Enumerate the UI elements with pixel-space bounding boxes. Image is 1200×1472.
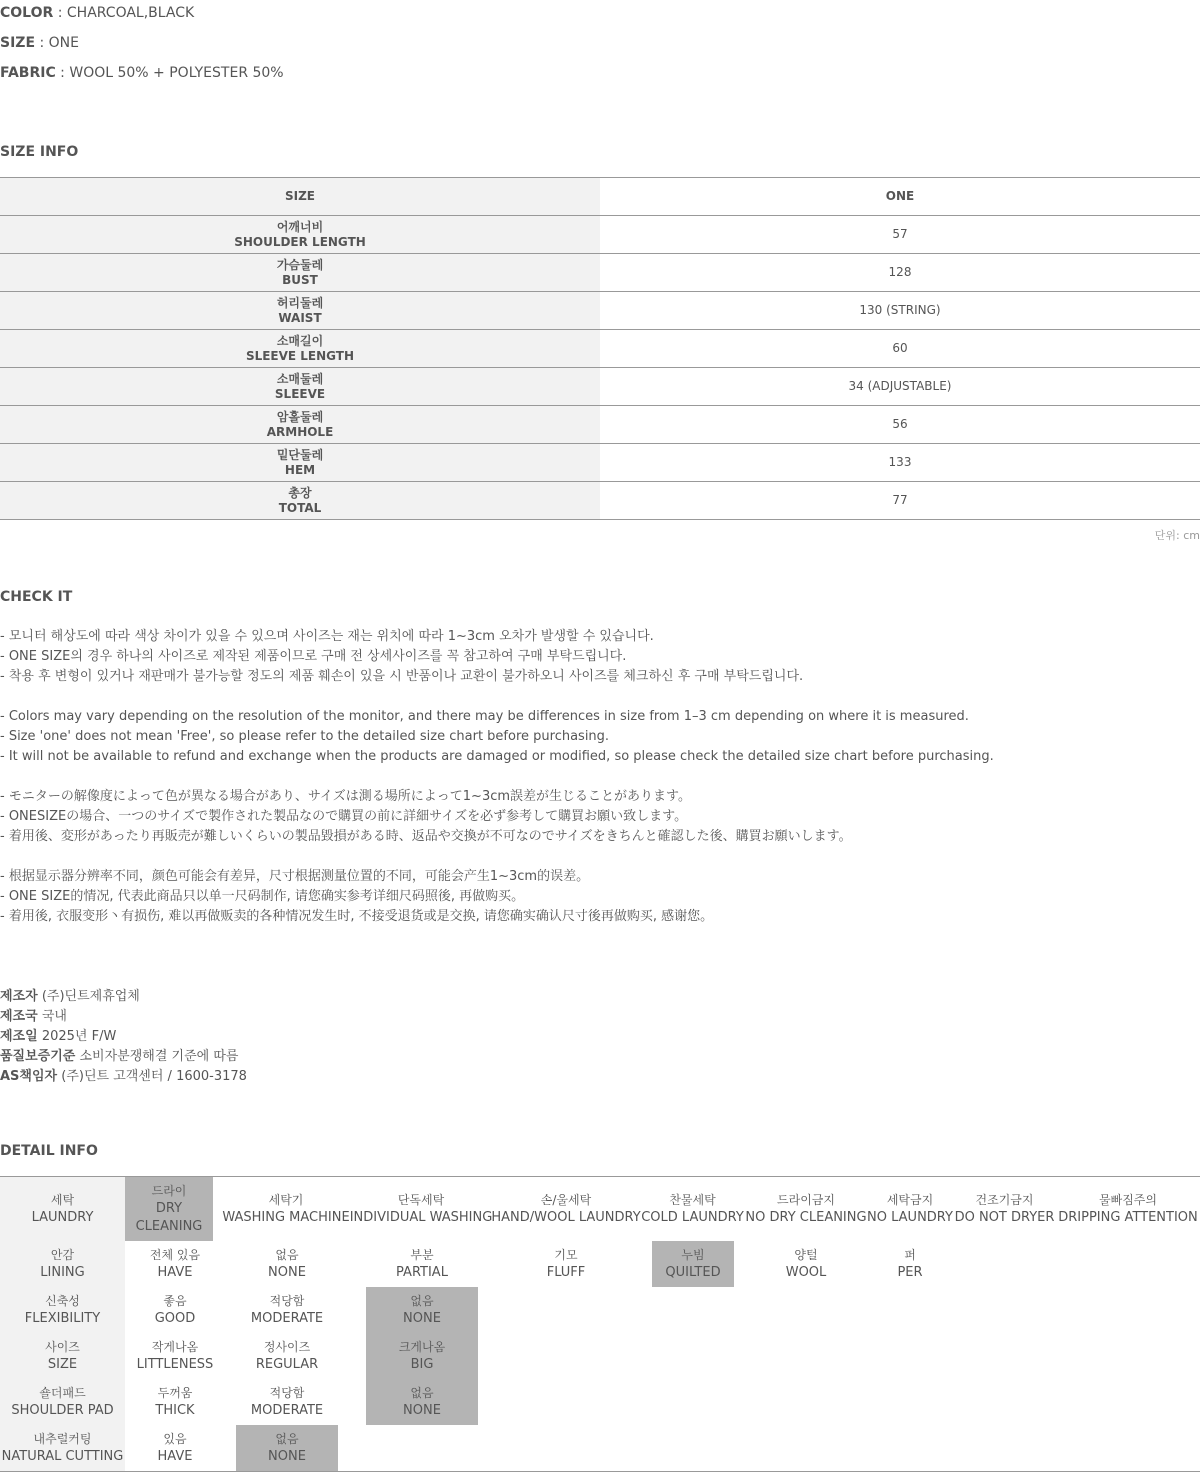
size-row-label: 어깨너비 SHOULDER LENGTH xyxy=(0,216,600,254)
table-row xyxy=(0,444,1200,482)
table-row xyxy=(0,368,1200,406)
detail-option: 없음 NONE xyxy=(236,1425,338,1471)
detail-option: 단독세탁 INDIVIDUAL WASHING xyxy=(349,1193,493,1225)
detail-option: 적당함 MODERATE xyxy=(250,1294,324,1326)
color-label: COLOR xyxy=(0,5,54,21)
detail-option: 전체 있음 HAVE xyxy=(149,1248,201,1280)
note-line: - 모니터 해상도에 따라 색상 차이가 있을 수 있으며 사이즈는 재는 위치에 따라 1~3cm 오차가 발생할 수 있습니다. xyxy=(0,629,654,644)
detail-option: 물빠짐주의 DRIPPING ATTENTION xyxy=(1058,1193,1198,1225)
detail-option: 드라이 DRY CLEANING xyxy=(125,1177,213,1241)
detail-option: 작게나옴 LITTLENESS xyxy=(136,1340,214,1372)
note-line: - 着用後, 衣服变形丶有损伤, 难以再做贩卖的各种情况发生时, 不接受退货或是交换, 请您确实确认尺寸後再做购买, 感谢您。 xyxy=(0,909,714,924)
size-row-value: 57 xyxy=(600,216,1200,254)
detail-option: 드라이금지 NO DRY CLEANING xyxy=(745,1193,867,1225)
manufacturer-row: 제조국 국내 xyxy=(0,1009,67,1024)
detail-row-label: 세탁 LAUNDRY xyxy=(31,1193,94,1225)
color-value: : CHARCOAL,BLACK xyxy=(53,5,195,21)
note-line: - ONE SIZE的情况, 代表此商品只以单一尺码制作, 请您确实参考详细尺码照後, 再做购买。 xyxy=(0,889,525,904)
note-line: - Size 'one' does not mean 'Free', so please refer to the detailed size chart before purchasing. xyxy=(0,729,610,744)
detail-option: 양털 WOOL xyxy=(785,1248,827,1280)
detail-option: 퍼 PER xyxy=(897,1248,923,1280)
note-line: - 착용 후 변형이 있거나 재판매가 불가능할 정도의 제품 훼손이 있을 시 반품이나 교환이 불가하오니 사이즈를 체크하신 후 구매 부탁드립니다. xyxy=(0,669,804,684)
detail-option: 세탁금지 NO LAUNDRY xyxy=(867,1193,953,1225)
table-row xyxy=(0,482,1200,520)
check-it-notes xyxy=(0,627,994,927)
detail-row-label: 내추럴커팅 NATURAL CUTTING xyxy=(1,1432,124,1464)
fabric-label: FABRIC xyxy=(0,65,56,81)
note-line: - It will not be available to refund and exchange when the products are damaged or modified, so please check the detailed size chart before purchasing. xyxy=(0,749,994,764)
detail-option: 기모 FLUFF xyxy=(546,1248,586,1280)
size-row-label: 허리둘레 WAIST xyxy=(0,292,600,330)
detail-option: 없음 NONE xyxy=(268,1248,306,1280)
size-row-value: 130 (STRING) xyxy=(600,292,1200,330)
detail-option: 두꺼움 THICK xyxy=(155,1386,195,1418)
note-line: - Colors may vary depending on the resolution of the monitor, and there may be differences in size from 1–3 cm depending on where it is measured. xyxy=(0,709,969,724)
table-row xyxy=(0,330,1200,368)
check-it-title: CHECK IT xyxy=(0,589,73,605)
size-info-title: SIZE INFO xyxy=(0,144,79,160)
size-header-value: ONE xyxy=(600,178,1200,216)
fabric-value: : WOOL 50% + POLYESTER 50% xyxy=(55,65,284,81)
size-row-label: 소매둘레 SLEEVE xyxy=(0,368,600,406)
size-row-label: 총장 TOTAL xyxy=(0,482,600,520)
detail-option: 크게나옴 BIG xyxy=(366,1333,478,1379)
note-line: - ONE SIZE의 경우 하나의 사이즈로 제작된 제품이므로 구매 전 상세사이즈를 꼭 참고하여 구매 부탁드립니다. xyxy=(0,649,627,664)
detail-option: 찬물세탁 COLD LAUNDRY xyxy=(641,1193,744,1225)
size-row-label: 암홀둘레 ARMHOLE xyxy=(0,406,600,444)
size-table-header xyxy=(0,178,1200,216)
detail-option: 세탁기 WASHING MACHINE xyxy=(222,1193,350,1225)
size-table xyxy=(0,177,1200,520)
detail-option: 없음 NONE xyxy=(366,1379,478,1425)
detail-option: 정사이즈 REGULAR xyxy=(255,1340,319,1372)
size-header-label: SIZE xyxy=(0,178,600,216)
note-line: - ONESIZEの場合、一つのサイズで製作された製品なので購買の前に詳細サイズを必ず参考して購買お願い致します。 xyxy=(0,809,688,824)
note-line: - モニターの解像度によって色が異なる場合があり、サイズは測る場所によって1~3cm誤差が生じることがあります。 xyxy=(0,789,691,804)
size-row-label: 소매길이 SLEEVE LENGTH xyxy=(0,330,600,368)
detail-table xyxy=(0,1176,1200,1472)
size-value: : ONE xyxy=(35,35,79,51)
size-label: SIZE xyxy=(0,35,36,51)
detail-option: 건조기금지 DO NOT DRYER xyxy=(954,1193,1055,1225)
note-line: - 根据显示器分辨率不同，颜色可能会有差异，尺寸根据测量位置的不同，可能会产生1~3cm的误差。 xyxy=(0,869,590,884)
size-row-label: 가슴둘레 BUST xyxy=(0,254,600,292)
size-row-value: 77 xyxy=(600,482,1200,520)
size-row-label: 밑단둘레 HEM xyxy=(0,444,600,482)
detail-row-label: 신축성 FLEXIBILITY xyxy=(24,1294,101,1326)
detail-row-label: 안감 LINING xyxy=(40,1248,85,1280)
table-row xyxy=(0,216,1200,254)
size-row-value: 133 xyxy=(600,444,1200,482)
unit-note: 단위: cm xyxy=(1154,529,1200,542)
note-line: - 着用後、変形があったり再販売が難しいくらいの製品毀損がある時、返品や交換が不可なのでサイズをきちんと確認した後、購買お願いします。 xyxy=(0,829,852,844)
size-row-value: 128 xyxy=(600,254,1200,292)
detail-option: 없음 NONE xyxy=(366,1287,478,1333)
fabric-line xyxy=(0,63,284,83)
manufacturer-row: AS책임자 (주)딘트 고객센터 / 1600-3178 xyxy=(0,1069,247,1084)
detail-option: 좋음 GOOD xyxy=(154,1294,196,1326)
manufacturer-row: 품질보증기준 소비자분쟁해결 기준에 따름 xyxy=(0,1049,239,1064)
table-row xyxy=(0,292,1200,330)
detail-option: 있음 HAVE xyxy=(157,1432,193,1464)
size-row-value: 60 xyxy=(600,330,1200,368)
manufacturer-row: 제조일 2025년 F/W xyxy=(0,1029,117,1044)
detail-row-label: 사이즈 SIZE xyxy=(45,1340,80,1372)
manufacturer-info xyxy=(0,987,247,1087)
detail-info-title: DETAIL INFO xyxy=(0,1143,98,1159)
size-row-value: 56 xyxy=(600,406,1200,444)
size-line xyxy=(0,33,79,53)
detail-option: 부분 PARTIAL xyxy=(396,1248,448,1280)
table-row xyxy=(0,406,1200,444)
detail-option: 누빔 QUILTED xyxy=(652,1241,734,1287)
size-row-value: 34 (ADJUSTABLE) xyxy=(600,368,1200,406)
detail-option: 적당함 MODERATE xyxy=(250,1386,324,1418)
detail-option: 손/울세탁 HAND/WOOL LAUNDRY xyxy=(491,1193,641,1225)
table-row xyxy=(0,254,1200,292)
detail-row-label: 숄더패드 SHOULDER PAD xyxy=(11,1386,114,1418)
manufacturer-row: 제조자 (주)딘트제휴업체 xyxy=(0,989,140,1004)
color-line xyxy=(0,3,194,23)
